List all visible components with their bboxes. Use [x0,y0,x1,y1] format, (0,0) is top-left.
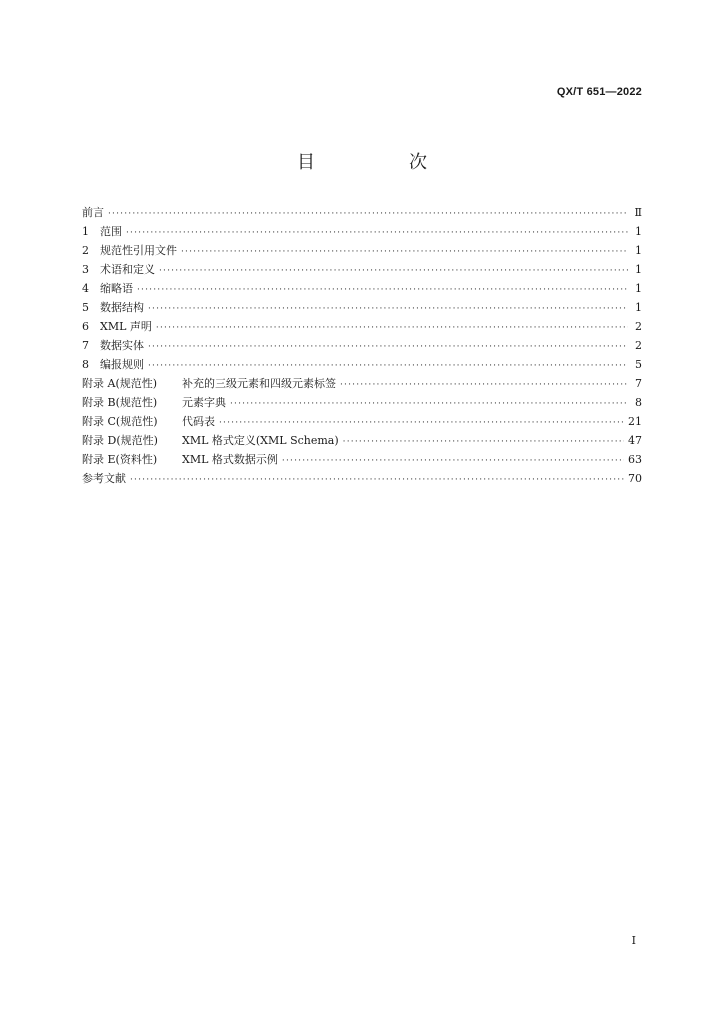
toc-entry-page: 47 [628,434,642,447]
toc-entry-annex-d[interactable] [82,431,642,450]
dot-leader [137,281,628,300]
toc-entry-data-structure[interactable] [82,298,642,317]
dot-leader [148,338,628,357]
toc-entry-label: 元素字典 [182,396,226,409]
toc-entry-reporting-rules[interactable] [82,355,642,374]
toc-entry-label: 前言 [82,206,104,219]
toc-entry-abbreviations[interactable] [82,279,642,298]
toc-entry-number: 1 [82,225,89,238]
toc-entry-number: 4 [82,282,89,295]
toc-entry-number: 7 [82,339,89,352]
toc-entry-page: 2 [635,320,642,333]
toc-entry-bibliography[interactable] [82,469,642,488]
toc-entry-page: 21 [628,415,642,428]
toc-entry-page: 1 [635,263,642,276]
toc-entry-page: 1 [635,301,642,314]
toc-entry-annex-a[interactable] [82,374,642,393]
dot-leader [156,319,628,338]
dot-leader [108,205,628,224]
toc-entry-annex-e[interactable] [82,450,642,469]
toc-entry-page: Ⅱ [634,206,642,219]
toc-entry-label: 数据结构 [100,301,144,314]
toc-entry-number: 附录 A(规范性) [82,377,158,390]
toc-entry-number: 附录 D(规范性) [82,434,158,447]
dot-leader [230,395,628,414]
toc-entry-page: 7 [635,377,642,390]
toc-entry-page: 8 [635,396,642,409]
toc-entry-label: 缩略语 [100,282,133,295]
dot-leader [126,224,628,243]
dot-leader [343,433,624,452]
toc-entry-data-entities[interactable] [82,336,642,355]
toc-entry-page: 63 [628,453,642,466]
toc-entry-terms[interactable] [82,260,642,279]
toc-entry-label: 补充的三级元素和四级元素标签 [182,377,336,390]
toc-entry-label: 参考文献 [82,472,126,485]
toc-entry-page: 1 [635,282,642,295]
toc-entry-number: 3 [82,263,89,276]
toc-entry-number: 附录 B(规范性) [82,396,158,409]
toc-entry-label: 代码表 [182,415,215,428]
toc-entry-page: 1 [635,244,642,257]
toc-entry-number: 8 [82,358,89,371]
toc-entry-page: 70 [628,472,642,485]
toc-entry-label: 编报规则 [100,358,144,371]
toc-entry-page: 5 [635,358,642,371]
document-code: QX/T 651—2022 [556,86,642,98]
toc-entry-annex-c[interactable] [82,412,642,431]
toc-entry-label: 术语和定义 [100,263,155,276]
toc-entry-label: 范围 [100,225,122,238]
toc-entry-page: 1 [635,225,642,238]
toc-entry-label: XML 格式数据示例 [182,453,278,466]
toc-entry-scope[interactable] [82,222,642,241]
dot-leader [159,262,628,281]
dot-leader [130,471,624,490]
toc-entry-label: XML 格式定义(XML Schema) [182,434,339,447]
toc-entry-number: 2 [82,244,89,257]
page-title: 目 次 [297,152,465,173]
toc-entry-normative-references[interactable] [82,241,642,260]
toc-entry-number: 附录 C(规范性) [82,415,158,428]
dot-leader [148,300,628,319]
toc-entry-page: 2 [635,339,642,352]
table-of-contents [82,203,642,488]
toc-entry-label: XML 声明 [100,320,152,333]
toc-entry-number: 附录 E(资料性) [82,453,158,466]
toc-entry-annex-b[interactable] [82,393,642,412]
dot-leader [282,452,624,471]
toc-entry-foreword[interactable] [82,203,642,222]
dot-leader [181,243,628,262]
toc-entry-number: 5 [82,301,89,314]
toc-entry-xml-declaration[interactable] [82,317,642,336]
page-number: I [631,934,636,947]
dot-leader [340,376,628,395]
toc-entry-label: 数据实体 [100,339,144,352]
toc-entry-label: 规范性引用文件 [100,244,177,257]
toc-entry-number: 6 [82,320,89,333]
